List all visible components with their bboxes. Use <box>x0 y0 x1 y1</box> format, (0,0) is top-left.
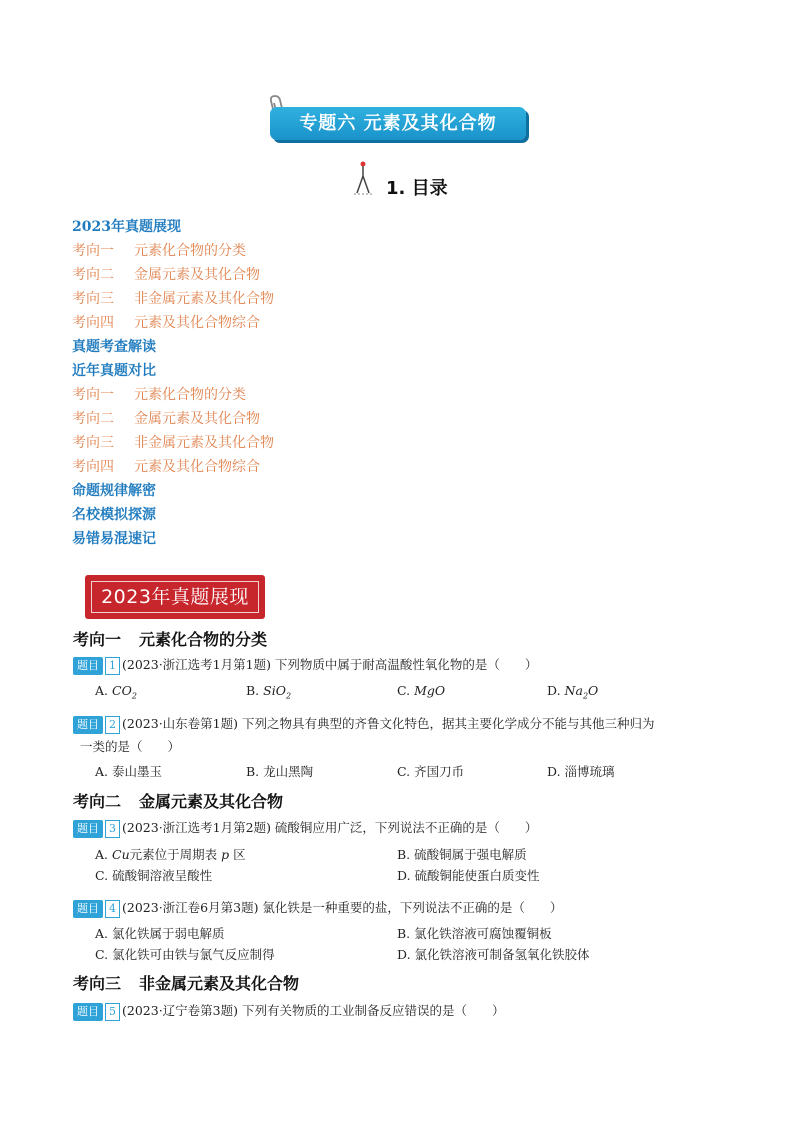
question-1 <box>73 655 537 675</box>
toc-item[interactable]: 考向一 元素化合物的分类 <box>72 243 246 259</box>
question-number: 3 <box>105 820 120 838</box>
toc-item[interactable]: 考向四 元素及其化合物综合 <box>72 459 260 475</box>
option-c[interactable]: C. 硫酸铜溶液呈酸性 <box>95 868 213 883</box>
question-text: (2023·浙江选考1月第1题) 下列物质中属于耐高温酸性氧化物的是（ ） <box>122 657 538 672</box>
toc-item[interactable]: 2023年真题展现 <box>72 219 181 235</box>
question-5 <box>73 1001 504 1021</box>
topic-title: 专题六 元素及其化合物 <box>299 113 497 134</box>
option-d[interactable]: D. $Na_2O$ <box>547 683 599 701</box>
question-3 <box>73 818 537 838</box>
option-b[interactable]: B. SiO$_2$ <box>246 683 292 701</box>
option-b[interactable]: B. 龙山黑陶 <box>246 764 314 779</box>
toc-heading: 1. 目录 <box>386 178 448 199</box>
question-number: 4 <box>105 900 120 918</box>
question-4 <box>73 898 562 918</box>
toc-item[interactable]: 考向一 元素化合物的分类 <box>72 387 246 403</box>
question-tag: 题目 <box>73 820 103 838</box>
question-2 <box>73 714 654 734</box>
option-a[interactable]: A. 氯化铁属于弱电解质 <box>95 926 225 941</box>
option-d[interactable]: D. 淄博琉璃 <box>547 764 615 779</box>
section-heading: 考向二 金属元素及其化合物 <box>73 792 284 811</box>
toc-item[interactable]: 名校模拟探源 <box>72 507 156 523</box>
option-b[interactable]: B. 硫酸铜属于强电解质 <box>397 847 527 862</box>
question-tag: 题目 <box>73 657 103 675</box>
section-heading: 考向一 元素化合物的分类 <box>73 630 268 649</box>
option-c[interactable]: C. 齐国刀币 <box>397 764 465 779</box>
toc-item[interactable]: 真题考查解读 <box>72 339 156 355</box>
table-of-contents <box>72 215 472 551</box>
topic-banner <box>270 107 526 140</box>
option-b[interactable]: B. 氯化铁溶液可腐蚀覆铜板 <box>397 926 552 941</box>
toc-item[interactable]: 考向三 非金属元素及其化合物 <box>72 291 274 307</box>
toc-item[interactable]: 考向三 非金属元素及其化合物 <box>72 435 274 451</box>
question-text-continued: 一类的是（ ） <box>80 739 181 754</box>
question-tag: 题目 <box>73 716 103 734</box>
question-text: (2023·辽宁卷第3题) 下列有关物质的工业制备反应错误的是（ ） <box>122 1003 505 1018</box>
question-number: 1 <box>105 657 120 675</box>
question-number: 5 <box>105 1003 120 1021</box>
section-stamp <box>85 575 265 619</box>
section-heading: 考向三 非金属元素及其化合物 <box>73 974 300 993</box>
section-stamp-label: 2023年真题展现 <box>101 586 249 608</box>
toc-item[interactable]: 命题规律解密 <box>72 483 156 499</box>
option-a[interactable]: A. $CO_2$ <box>95 683 137 701</box>
toc-item[interactable]: 考向二 金属元素及其化合物 <box>72 267 260 283</box>
question-text: (2023·浙江卷6月第3题) 氯化铁是一种重要的盐，下列说法不正确的是（ ） <box>122 900 563 915</box>
toc-item[interactable]: 易错易混速记 <box>72 531 156 547</box>
option-c[interactable]: C. 氯化铁可由铁与氯气反应制得 <box>95 947 275 962</box>
option-d[interactable]: D. 硫酸铜能使蛋白质变性 <box>397 868 540 883</box>
compass-figure-icon <box>352 160 374 196</box>
question-tag: 题目 <box>73 900 103 918</box>
toc-item[interactable]: 近年真题对比 <box>72 363 156 379</box>
question-number: 2 <box>105 716 120 734</box>
option-a[interactable]: A. 泰山墨玉 <box>95 764 162 779</box>
option-d[interactable]: D. 氯化铁溶液可制备氢氧化铁胶体 <box>397 947 590 962</box>
option-a[interactable]: A. Cu元素位于周期表 p 区 <box>95 847 246 862</box>
option-c[interactable]: C. MgO <box>397 683 446 698</box>
question-text: (2023·浙江选考1月第2题) 硫酸铜应用广泛，下列说法不正确的是（ ） <box>122 820 538 835</box>
question-tag: 题目 <box>73 1003 103 1021</box>
question-text: (2023·山东卷第1题) 下列之物具有典型的齐鲁文化特色，据其主要化学成分不能与其他三种归为 <box>122 716 655 731</box>
toc-item[interactable]: 考向四 元素及其化合物综合 <box>72 315 260 331</box>
toc-item[interactable]: 考向二 金属元素及其化合物 <box>72 411 260 427</box>
